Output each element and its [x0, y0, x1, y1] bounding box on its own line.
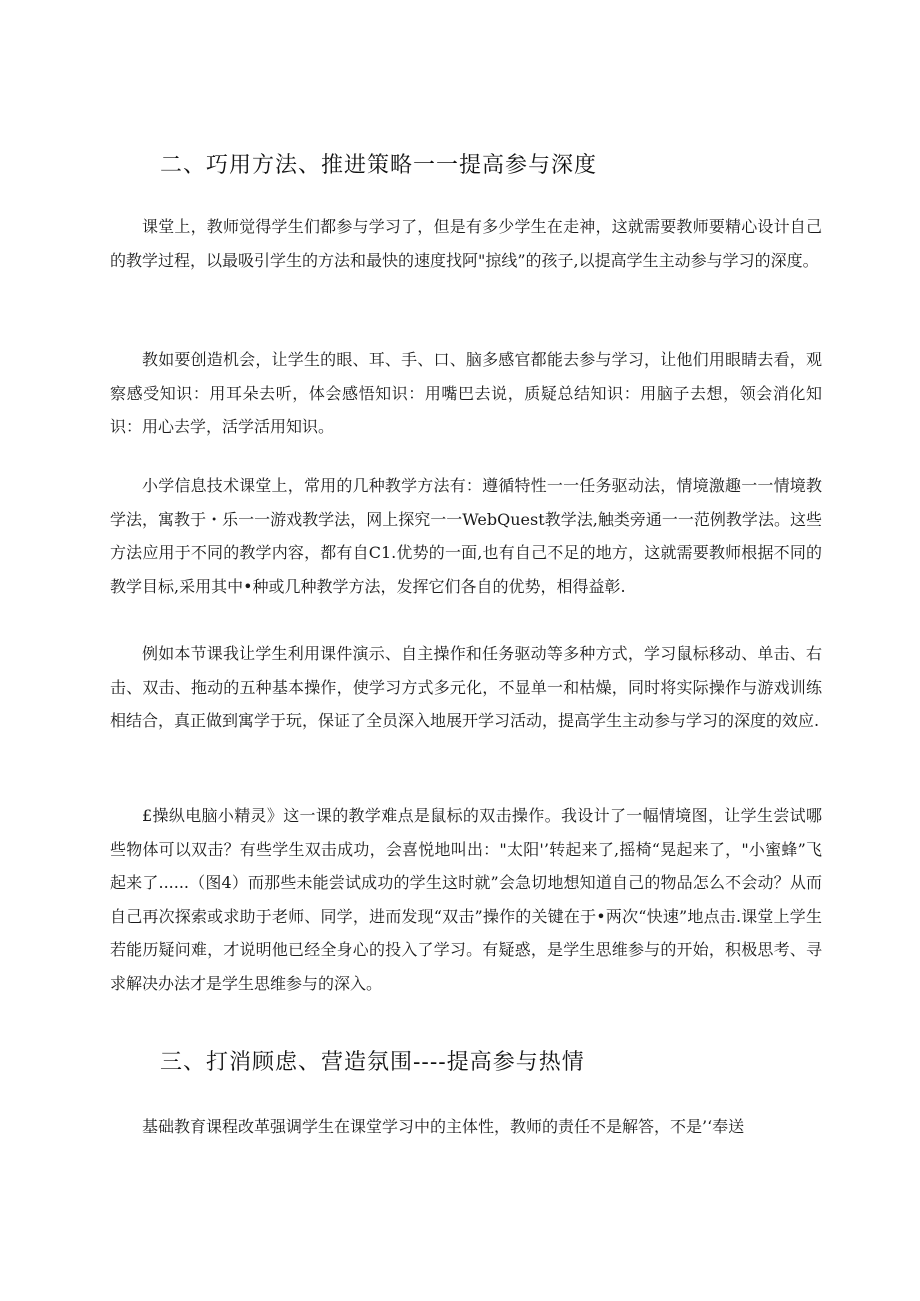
paragraph-lesson-example: 例如本节课我让学生利用课件演示、自主操作和任务驱动等多种方式，学习鼠标移动、单击、右击、双击、拖动的五种基本操作，使学习方式多元化，不显单一和枯燥，同时将实际操作与游戏训练相结合，真正做到寓学于玩，保证了全员深入地展开学习活动，提高学生主动参与学习的深度的效应.	[110, 644, 822, 730]
section-heading-2: 二、巧用方法、推进策略一一提高参与深度	[160, 153, 598, 178]
paragraph-classroom-attention: 课堂上，教师觉得学生们都参与学习了，但是有多少学生在走神，这就需要教师要精心设计自己的教学过程，以最吸引学生的方法和最快的速度找阿"掠线”的孩子,以提高学生主动参与学习的深度。	[110, 217, 822, 270]
paragraph-double-click-difficulty: £操纵电脑小精灵》这一课的教学难点是鼠标的双击操作。我设计了一幅情境图，让学生尝试哪些物体可以双击？有些学生双击成功，会喜悦地叫出："太阳'’转起来了,摇椅“晃起来了，"小蜜蜂”飞起来了......（图4）而那些未能尝试成功的学生这时就”会急切地想知道自己的物品怎么不会动？从而自己再次探索或求助于老师、同学，进而发现“双击”操作的关键在于•两次“快速”地点击.课堂上学生若能历疑问难，才说明他已经全身心的投入了学习。有疑惑，是学生思维参与的开始，积极思考、寻求解决办法才是学生思维参与的深入。	[110, 806, 822, 993]
paragraph-teaching-methods: 小学信息技术课堂上，常用的几种教学方法有：遵循特性一一任务驱动法，情境激趣一一情境教学法，寓教于・乐一一游戏教学法，网上探究一一WebQuest教学法,触类旁通一一范例教学法。这些方法应用于不同的教学内容，都有自C1.优势的一面,也有自己不足的地方，这就需要教师根据不同的教学目标,采用其中•种或几种教学方法，发挥它们各自的优势，相得益彰.	[110, 476, 822, 596]
section-heading-3: 三、打消顾虑、营造氛围----提高参与热情	[160, 1050, 585, 1075]
paragraph-multisensory-learning: 教如要创造机会，让学生的眼、耳、手、口、脑多感官都能去参与学习，让他们用眼睛去看，观察感受知识：用耳朵去听，体会感悟知识：用嘴巴去说，质疑总结知识：用脑子去想，领会消化知识：用心去学，活学活用知识。	[110, 350, 822, 436]
paragraph-curriculum-reform: 基础教育课程改革强调学生在课堂学习中的主体性，教师的责任不是解答，不是’‘奉送	[142, 1117, 745, 1136]
